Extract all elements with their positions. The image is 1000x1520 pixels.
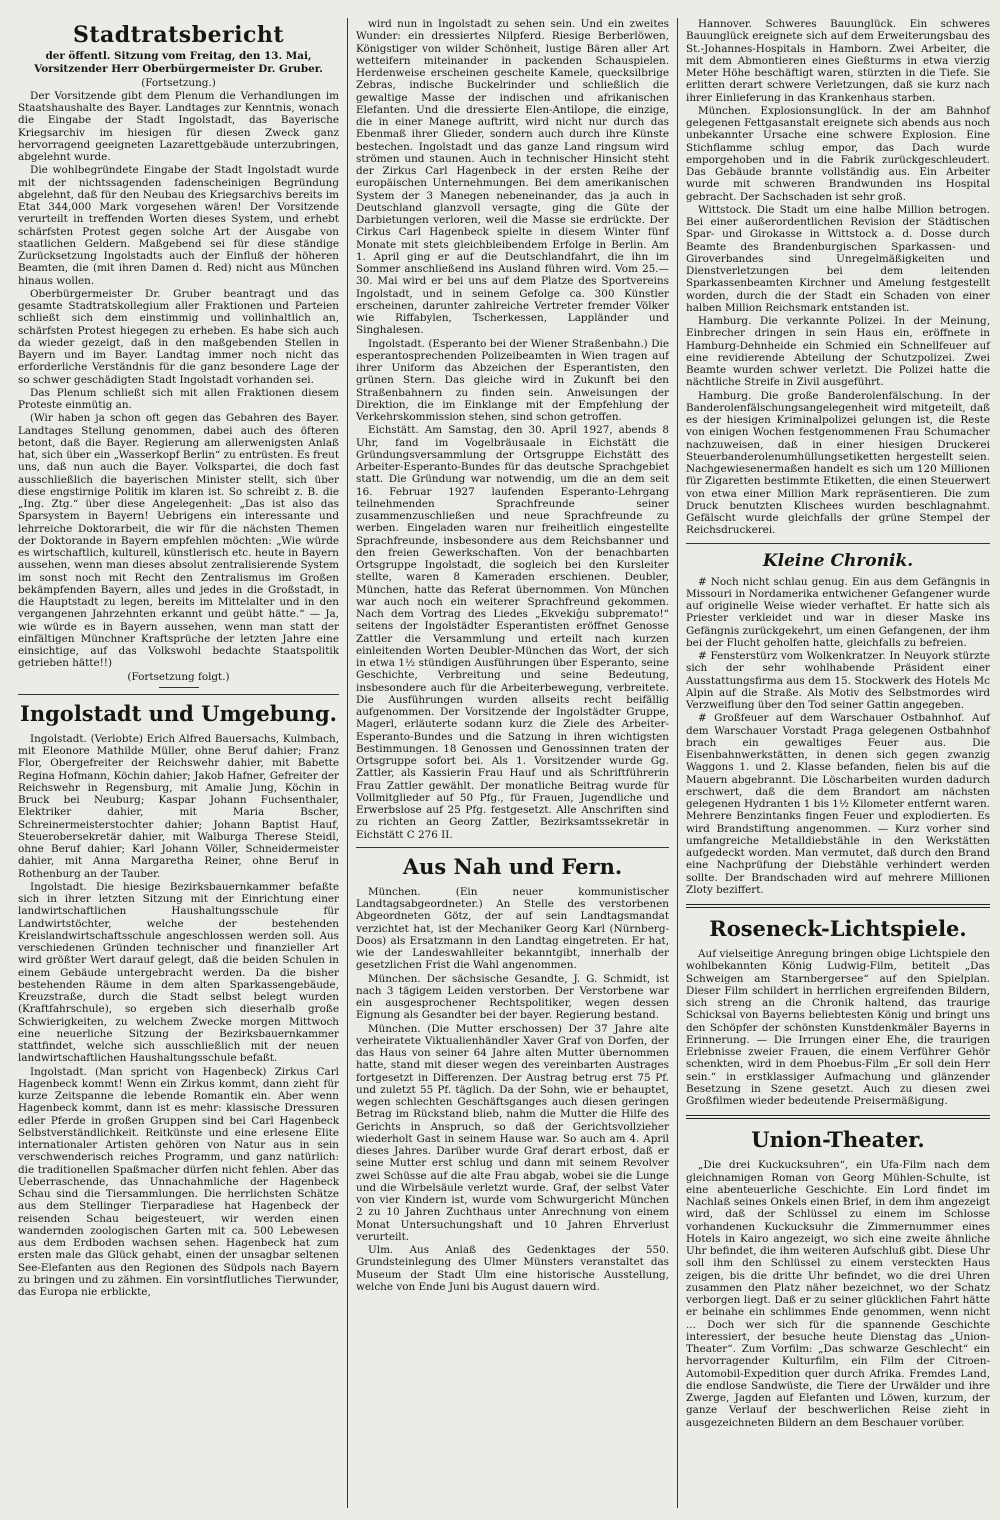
article-paragraph: Der Vorsitzende gibt dem Plenum die Verhandlungen im Staatshaushalte des Bayer. Landtages zur Kenntnis, wonach die Eingabe der Stadt Ingolstadt, das Bayerische Kriegsarchiv im hiesigen für diesen Zweck ganz hervorragend geeigneten Lazarettgebäude unterzubringen, abgelehnt wurde. <box>18 89 339 163</box>
to-be-continued: (Fortsetzung folgt.) <box>127 670 230 683</box>
article-paragraph: Ingolstadt. (Verlobte) Erich Alfred Bauersachs, Kulmbach, mit Eleonore Mathilde Müller, ohne Beruf dahier; Franz Flor, Obergefreiter der Reichswehr dahier, mit Babette Regina Hofmann, Köchin dahier; Jakob Hafner, Gefreiter der Reichswehr in Regensburg, mit Amalie Jung, Köchin in Bruck bei Neuburg; Kaspar Johann Fuchsenthaler, Elektriker dahier, mit Maria Bscher, Schreinermeisterstochter dahier; Johann Baptist Hauf, Steuerobersekretär dahier, mit Walburga Therese Steidl, ohne Beruf dahier; Karl Johann Völler, Schneidermeister dahier, mit Anna Margaretha Reiner, ohne Beruf in Rothenburg an der Tauber. <box>18 732 339 880</box>
article-paragraph: # Großfeuer auf dem Warschauer Ostbahnhof. Auf dem Warschauer Vorstadt Praga gelegenen Ostbahnhof brach ein gewaltiges Feuer aus. Die Eisenbahnwerkstätten, in denen sich gegen zwanzig Waggons 1. und 2. Klasse befanden, fielen bis auf die Mauern abgebrannt. Die Löscharbeiten wurden dadurch erschwert, daß die dem Brandort am nächsten gelegenen Hydranten 1 bis 1½ Kilometer entfernt waren. Mehrere Benzintanks fingen Feuer und explodierten. Es wird Brandstiftung angenommen. — Kurz vorher sind umfangreiche Metalldiebstähle in den Werkstätten aufgedeckt worden. Man vermutet, daß durch den Brand eine Nachprüfung der Diebstähle verhindert werden sollte. Der Brandschaden wird auf mehrere Millionen Zloty beziffert. <box>686 712 990 896</box>
article-paragraph: Wittstock. Die Stadt um eine halbe Million betrogen. Bei einer außerordentlichen Revision der Städtischen Spar- und Girokasse in Wittstock a. d. Dosse durch Beamte des Brandenburgischen Sparkassen- und Giroverbandes sind Unregelmäßigkeiten und Dienstverletzungen bei dem leitenden Sparkassenbeamten Kirchner und Amelung festgestellt worden, durch die der Stadt ein Schaden von einer halben Million Reichsmark entstanden ist. <box>686 203 990 314</box>
column-2 <box>348 18 678 1508</box>
article-paragraph: Oberbürgermeister Dr. Gruber beantragt und das gesamte Stadtratskollegium aller Fraktionen und Parteien schließt sich dem einstimmig und vollinhaltlich an, schärfsten Protest hiegegen zu erheben. Es habe sich auch da wieder gezeigt, daß in den maßgebenden Stellen in Bayern und im Bayer. Landtag immer noch nicht das erforderliche Verständnis für die ganz besondere Lage der so schwer geschädigten Stadt Ingolstadt vorhanden sei. <box>18 287 339 386</box>
article-paragraph: # Fensterstürz vom Wolkenkratzer. In Neuyork stürzte sich der sehr wohlhabende Präsident einer Ausstattungsfirma aus dem 15. Stockwerk des Hotels Mc Alpin auf die Straße. Als Motiv des Selbstmordes wird Verzweiflung über den Tod seiner Gattin angegeben. <box>686 650 990 711</box>
article-paragraph: Ingolstadt. Die hiesige Bezirksbauernkammer befaßte sich in ihrer letzten Sitzung mit der Einrichtung einer landwirtschaftlichen Haushaltungsschule für Landwirtstöchter, welche der bestehenden Kreislandwirtschaftsschule angeschlossen werden soll. Aus verschiedenen Gründen technischer und finanzieller Art wird größter Wert darauf gelegt, daß die beiden Schulen in einem Gebäude untergebracht werden. Da die bisher bestehenden Räume in dem alten Sparkassengebäude, Kreuzstraße, durch die Stadt selbst belegt wurden (Kraftfahrschule), so ergeben sich dieserhalb große Schwierigkeiten, zu welchem Zwecke morgen Mittwoch eine neuerliche Sitzung der Bezirksbauernkammer stattfindet, welche sich ausschließlich mit der neuen landwirtschaftlichen Haushaltungsschule befaßt. <box>18 880 339 1065</box>
article-paragraph: (Wir haben ja schon oft gegen das Gebahren des Bayer. Landtages Stellung genommen, dabei auch des öfteren betont, daß die Bayer. Regierung am allerwenigsten Anlaß hat, sich über ein „Wasserkopf Berlin“ zu entrüsten. Es freut uns, daß nun auch die Bayer. Volkspartei, die doch fast ausschließlich die bayerischen Minister stellt, sich über diese engstirnige Politik im klaren ist. So schreibt z. B. die „Ing. Ztg.“ über diese Angelegenheit: „Das ist also das Sparsystem in Bayern! Uebrigens ein interessante und lehrreiche Doktorarbeit, die wir für die nächsten Themen der Doktorande in Bayern empfehlen möchten: „Wie würde es wirtschaftlich, kulturell, künstlerisch etc. heute in Bayern aussehen, wenn man dieses absolut zentralisierende System im sonst noch mit Recht den Zentralismus im Großen bekämpfenden Bayern, alles und jedes in die Großstadt, in die Hauptstadt zu legen, bereits im Mittelalter und in den vergangenen Jahrzehnten erkannt und geübt hätte.“ — Ja, wie würde es in Bayern aussehen, wenn man statt der einfältigen Münchner Kraftsprüche der letzten Jahre eine einsichtige, auf das Volkswohl bedachte Staatspolitik getrieben hätte!!) <box>18 412 339 670</box>
article-paragraph: München. Explosionsunglück. In der am Bahnhof gelegenen Fettgasanstalt ereignete sich abends aus noch unbekannter Ursache eine schwere Explosion. Eine Stichflamme schlug empor, das Dach wurde emporgehoben und in die Fabrik zurückgeschleudert. Das Gebäude brannte vollständig aus. Ein Arbeiter wurde mit schweren Brandwunden ins Hospital gebracht. Der Sachschaden ist sehr groß. <box>686 104 990 203</box>
divider <box>159 687 199 688</box>
article-paragraph: Eichstätt. Am Samstag, den 30. April 1927, abends 8 Uhr, fand im Vogelbräusaale in Eichstätt die Gründungsversammlung der Ortsgruppe Eichstätt des Arbeiter-Esperanto-Bundes für das deutsche Sprachgebiet statt. Die Gründung war notwendig, um die an dem seit 16. Februar 1927 laufenden Esperanto-Lehrgang teilnehmenden Sprachfreunde seiner zusammenzuschließen und neue Sprachfreunde zu werben. Eingeladen waren nur freiheitlich eingestellte Sprachfreunde, insbesondere aus dem Reichsbanner und den freien Gewerkschaften. Von der benachbarten Ortsgruppe Ingolstadt, die sogleich bei den Kursleiter stellte, waren 8 Kameraden erschienen. Deubler, München, hatte das Referat übernommen. Von München war auch noch ein weiterer Sprachfreund gekommen. Nach dem Vortrag des Liedes „Ekvekiĝu subpremato!“ seitens der Ingolstädter Esperantisten eröffnet Genosse Zattler die Versammlung und erteilt nach kurzen einleitenden Worten Deubler-München das Wort, der sich in etwa 1½ stündigen Ausführungen über Esperanto, seine Geschichte, Verbreitung und seine Bedeutung, insbesondere auch für die Arbeiterbewegung, verbreitete. Die Ausführungen wurden allseits recht beifällig aufgenommen. Der Vorsitzende der Ingolstädter Gruppe, Magerl, erläuterte sodann kurz die Ziele des Arbeiter-Esperanto-Bundes und die Satzung in ihren wichtigsten Bestimmungen. 18 Genossen und Genossinnen traten der Ortsgruppe sofort bei. Als 1. Vorsitzender wurde Gg. Zattler, als Kassierin Frau Hauf und als Schriftführerin Frau Zattler gewählt. Der monatliche Beitrag wurde für Vollmitglieder auf 50 Pfg., für Frauen, Jugendliche und Erwerbslose auf 25 Pfg. festgesetzt. Alle Anschriften sind zu richten an Georg Zattler, Bezirksamtssekretär in Eichstätt C 276 II. <box>356 424 669 841</box>
article-paragraph: Ulm. Aus Anlaß des Gedenktages der 550. Grundsteinlegung des Ulmer Münsters veranstaltet das Museum der Stadt Ulm eine historische Ausstellung, welche von Ende Juni bis August dauern wird. <box>356 1244 669 1293</box>
article-paragraph: Hamburg. Die große Banderolenfälschung. In der Banderolenfälschungsangelegenheit wird mitgeteilt, daß es der hiesigen Kriminalpolizei gelungen ist, die Reste von einigen Wochen festgenommenen Frau Schumacher nachzuweisen, daß in einer hiesigen Druckerei Steuerbanderolenumhüllungsetiketten hergestellt seien. Nachgewiesenermaßen handelt es sich um 120 Millionen für Zigaretten bestimmte Etiketten, die einen Steuerwert von etwa einer Million Mark repräsentieren. Die zum Druck benutzten Klischees wurden beschlagnahmt. Gefälscht wurde gleichfalls der grüne Stempel der Reichsdruckerei. <box>686 389 990 537</box>
article-paragraph: Ingolstadt. (Man spricht von Hagenbeck) Zirkus Carl Hagenbeck kommt! Wenn ein Zirkus kommt, dann zieht für kurze Zeitspanne die lebende Romantik ein. Aber wenn Hagenbeck kommt, dann ist es mehr: klassische Dressuren edler Pferde in großen Gruppen sind bei Carl Hagenbeck Selbstverständlichkeit. Reitkünste und eine erlesene Elite internationaler Artisten gehören von Natur aus in sein verschwenderisch reiches Programm, und ganz natürlich: die traditionellen Spaßmacher dürfen nicht fehlen. Aber das Ueberraschende, das Unnachahmliche der Hagenbeck Schau sind die Tiersammlungen. Die herrlichsten Schätze aus dem Stellinger Tierparadiese hat Hagenbeck der reisenden Schau beigesteuert, wir werden einen wandernden zoologischen Garten mit ca. 500 Lebewesen aus dem Erdboden wachsen sehen. Hagenbeck hat zum ersten male das Glück gehabt, einen der unsagbar seltenen See-Elefanten aus den Regionen des Südpols nach Bayern zu bringen und zu zähmen. Ein vorsintflutliches Tierwunder, das Europa nie erblickte, <box>18 1065 339 1298</box>
article-paragraph: „Die drei Kuckucksuhren“, ein Ufa-Film nach dem gleichnamigen Roman von Georg Mühlen-Schulte, ist eine abenteuerliche Geschichte. Ein Lord findet im Nachlaß seines Onkels einen Brief, in dem ihm angezeigt wird, daß der Schlüssel zu einem im Schlosse vorhandenen Kuckucksuhr die Zimmernummer eines Hotels in Kairo angezeigt, wo sich eine zweite ähnliche Uhr befindet, die ihm weiteren Aufschluß gibt. Diese Uhr soll ihm den Schlüssel zu einem versteckten Haus zeigen, bis die dritte Uhr befindet, wo die drei Uhren zusammen den Platz näher bezeichnet, wo der Schatz verborgen liegt. Daß er zu seiner glücklichen Fahrt hätte er beinahe ein schlimmes Ende genommen, wenn nicht ... Doch wer sich für die spannende Geschichte interessiert, der besuche heute Dienstag das „Union-Theater“. Zum Vorfilm: „Das schwarze Geschlecht“ ein hervorragender Kulturfilm, ein Film der Citroen-Automobil-Expedition quer durch Afrika. Fremdes Land, die endlose Sandwüste, die Tiere der Urwälder und ihre Zwerge, Jagden auf Elefanten und Löwen, kurzum, der ganze Verlauf der beschwerlichen Reise zieht in ausgezeichneten Bildern an dem Beschauer vorüber. <box>686 1159 990 1429</box>
continued-note: (Fortsetzung.) <box>141 76 216 89</box>
heading-roseneck-lichtspiele: Roseneck-Lichtspiele. <box>709 916 967 941</box>
article-paragraph: # Noch nicht schlau genug. Ein aus dem Gefängnis in Missouri in Nordamerika entwichener Gefangener wurde auf originelle Weise wieder verhaftet. Er hatte sich als Priester verkleidet und war in dieser Maske ins Gefängnis zurückgekehrt, um einen Gefangenen, der ihm bei der Flucht geholfen hatte, gleichfalls zu befreien. <box>686 575 990 649</box>
divider <box>686 1115 990 1119</box>
divider <box>18 694 339 695</box>
divider <box>356 847 669 848</box>
divider <box>686 904 990 908</box>
heading-union-theater: Union-Theater. <box>751 1127 925 1153</box>
heading-stadtratsbericht: Stadtratsbericht <box>72 22 285 48</box>
article-paragraph: München. (Die Mutter erschossen) Der 37 Jahre alte verheiratete Viktualienhändler Xaver Graf von Dorfen, der das Haus von seiner 64 Jahre alten Mutter übernommen hatte, stand mit dieser wegen des vereinbarten Austrages fortgesetzt in Differenzen. Der Austrag betrug erst 75 Pf. und zuletzt 55 Pf. täglich. Da der Sohn, wie er behauptet, wegen schlechten Geschäftsganges auch diesen geringen Betrag im Rückstand blieb, nahm die Mutter die Hilfe des Gerichts in Anspruch, so daß der Gerichtsvollzieher wiederholt Gast in seinem Hause war. So auch am 4. April dieses Jahres. Darüber wurde Graf derart erbost, daß er seine Mutter erst schlug und dann mit seinem Revolver zwei Schüsse auf die alte Frau abgab, wobei sie die Lunge und die Wirbelsäule verletzt wurde. Graf, der selbst Vater von vier Kindern ist, wurde vom Schwurgericht München 2 zu 10 Jahren Zuchthaus unter Anrechnung von einem Monat Untersuchungshaft und 10 Jahren Ehrverlust verurteilt. <box>356 1022 669 1243</box>
divider <box>686 543 990 544</box>
heading-ingolstadt: Ingolstadt und Umgebung. <box>20 700 337 726</box>
article-paragraph: München. Der sächsische Gesandte, J. G. Schmidt, ist nach 3 tägigem Leiden verstorben. Der Verstorbene war ein ausgesprochener Rechtspolitiker, wegen dessen Eignung als Gesandter bei der bayer. Regierung bestand. <box>356 972 669 1022</box>
article-paragraph: Hamburg. Die verkannte Polizei. In der Meinung, Einbrecher dringen in sein Haus ein, eröffnete in Hamburg-Dehnheide ein Schmied ein Schnellfeuer auf eine revidierende Abteilung der Schutzpolizei. Zwei Beamte wurden schwer verletzt. Die Polizei hatte die nächtliche Streife in Zivil ausgeführt. <box>686 315 990 389</box>
article-paragraph: Die wohlbegründete Eingabe der Stadt Ingolstadt wurde mit der nichtssagenden fadenscheinigen Begründung abgelehnt, daß für den Neubau des Kriegsarchivs bereits im Etat 344,000 Mark vorgesehen wären! Der Vorsitzende verurteilt in treffenden Worten dieses System, und erhebt schärfsten Protest gegen solche Art der Ausgabe von staatlichen Geldern. Maßgebend sei für diese ständige Zurücksetzung Ingolstadts auch der Einfluß der höheren Beamten, die (mit ihren Damen d. Red) nicht aus München hinaus wollen. <box>18 164 339 287</box>
article-paragraph: Ingolstadt. (Esperanto bei der Wiener Straßenbahn.) Die esperantosprechenden Polizeibeamten in Wien tragen auf ihrer Uniform das Abzeichen der Esperantisten, den grünen Stern. Das gleiche wird in Zukunft bei den Straßenbahnern zu finden sein. Anweisungen der Direktion, die im Einklange mit der Empfehlung der Verkehrskommission stehen, sind schon getroffen. <box>356 337 669 423</box>
column-1 <box>10 18 348 1508</box>
chair-line: Vorsitzender Herr Oberbürgermeister Dr. Gruber. <box>34 63 323 76</box>
column-3 <box>678 18 992 1508</box>
heading-kleine-chronik: Kleine Chronik. <box>762 550 914 571</box>
article-paragraph: Hannover. Schweres Bauunglück. Ein schweres Bauunglück ereignete sich auf dem Erweiterungsbau des St.-Johannes-Hospitals in Hamborn. Zwei Arbeiter, die mit dem Abmontieren eines Gießturms in etwa vierzig Meter Höhe beschäftigt waren, stürzten in die Tiefe. Sie erlitten derart schwere Verletzungen, daß sie kurz nach ihrer Einlieferung in das Krankenhaus starben. <box>686 18 990 104</box>
article-paragraph: wird nun in Ingolstadt zu sehen sein. Und ein zweites Wunder: ein dressiertes Nilpferd. Riesige Berberlöwen, Königstiger von wilder Schönheit, lustige Bären aller Art wetteifern miteinander in packenden Schauspielen. Herdenweise erscheinen gescheite Kamele, quecksilbrige Zebras, indische Buckelrinder und schließlich die gewaltige Masse der indischen und afrikanischen Elefanten. Und die dressierte Elen-Antilope, die einzige, die in einer Manege auftritt, wird nicht nur durch das Ebenmaß ihrer Glieder, sondern auch durch ihre Künste bestechen. Ingolstadt und das ganze Land ringsum wird strömen und staunen. Auch in technischer Hinsicht steht der Zirkus Carl Hagenbeck in der ersten Reihe der europäischen Unternehmungen. Bei dem amerikanischen System der 3 Manegen nebeneinander, das ja auch in Deutschland glanzvoll versagte, ging die Güte der Darbietungen verloren, weil die Masse sie erdrückte. Der Cirkus Carl Hagenbeck spielte in diesem Winter fünf Monate mit stets gleichbleibendem Erfolge in Berlin. Am 1. April ging er auf die Deutschlandfahrt, die ihn im Sommer anschließend ins Ausland führen wird. Vom 25.—30. Mai wird er bei uns auf dem Platze des Sportvereins Ingolstadt, und in seinem Gefolge ca. 300 Künstler erscheinen, darunter zahlreiche Vertreter fremder Völker wie Riffabylen, Tscherkessen, Lappländer und Singhalesen. <box>356 18 669 337</box>
article-paragraph: München. (Ein neuer kommunistischer Landtagsabgeordneter.) An Stelle des verstorbenen Abgeordneten Götz, der auf sein Landtagsmandat verzichtet hat, ist der Mechaniker Georg Karl (Nürnberg-Doos) als Ersatzmann in den Landtag eingetreten. Er hat, wie der Landeswahlleiter bekanntgibt, innerhalb der gesetzlichen Frist die Wahl angenommen. <box>356 885 669 972</box>
session-line: der öffentl. Sitzung vom Freitag, den 13. Mai, <box>45 50 312 62</box>
article-paragraph: Auf vielseitige Anregung bringen obige Lichtspiele den wohlbekannten König Ludwig-Film, betitelt „Das Schweigen am Starnbergersee“ auf den Spielplan. Dieser Film schildert in herrlichen ergreifenden Bildern, sich streng an die Chronik haltend, das traurige Schicksal von Bayerns beliebtesten König und bringt uns den Schöpfer der schönsten Kunstdenkmäler Bayerns in Erinnerung. — Die Irrungen einer Ehe, die traurigen Erlebnisse zweier Frauen, die einem Verführer Gehör schenkten, wird in dem Phoebus-Film „Er soll dein Herr sein.“ in erstklassiger Aufmachung und glänzender Besetzung in Szene gesetzt. Auch zu diesen zwei Großfilmen wieder bedeutende Preisermäßigung. <box>686 948 990 1107</box>
article-paragraph: Das Plenum schließt sich mit allen Fraktionen diesem Proteste einmütig an. <box>18 386 339 411</box>
heading-aus-nah-und-fern: Aus Nah und Fern. <box>402 853 623 879</box>
